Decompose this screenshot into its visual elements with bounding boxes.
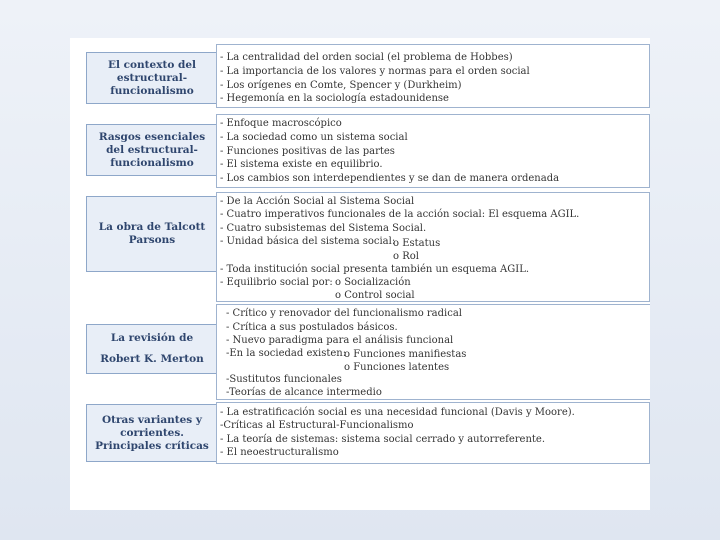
list-item: -Críticas al Estructural-Funcionalismo (220, 420, 414, 431)
sub-item: o Socialización (335, 277, 411, 288)
list-item: - Hegemonía en la sociología estadounidense (220, 93, 449, 104)
list-item: - Cuatro subsistemas del Sistema Social. (220, 223, 427, 234)
title-line: estructural- (116, 71, 188, 84)
sub-item: o Estatus (393, 238, 441, 249)
list-item: - El neoestructuralismo (220, 447, 339, 458)
sub-item: o Funciones latentes (344, 362, 450, 373)
list-item: - Nuevo paradigma para el análisis funcional (226, 335, 454, 346)
title-line: corrientes. (120, 426, 184, 439)
title-line: Rasgos esenciales (98, 130, 206, 143)
section-title-contexto (86, 52, 218, 104)
sub-item: o Funciones manifiestas (344, 349, 467, 360)
list-item: - Crítica a sus postulados básicos. (226, 322, 398, 333)
section-title-rasgos (86, 124, 218, 176)
title-line: Robert K. Merton (100, 353, 204, 365)
list-item: - Los cambios son interdependientes y se dan de manera ordenada (220, 173, 560, 184)
list-item: - Cuatro imperativos funcionales de la acción social: El esquema AGIL. (220, 209, 580, 220)
list-item: -Sustitutos funcionales (226, 374, 342, 385)
title-line: Principales críticas (95, 439, 209, 452)
sub-item: o Rol (393, 251, 419, 262)
list-item: - Funciones positivas de las partes (220, 146, 395, 157)
title-line: La revisión de (110, 332, 194, 344)
list-item: - La estratificación social es una necesidad funcional (Davis y Moore). (220, 407, 575, 418)
title-line: Parsons (128, 234, 176, 246)
section-title-merton (86, 324, 218, 374)
document-sheet (70, 38, 650, 510)
list-item: - Enfoque macroscópico (220, 118, 342, 129)
title-line: funcionalismo (110, 84, 194, 97)
sub-item: o Control social (335, 290, 415, 301)
list-item: - Toda institución social presenta también un esquema AGIL. (220, 264, 530, 275)
list-item: -En la sociedad existen: (226, 348, 347, 359)
list-item: - Equilibrio social por: (220, 277, 333, 288)
list-item: - De la Acción Social al Sistema Social (220, 196, 415, 207)
list-item: - Crítico y renovador del funcionalismo radical (226, 308, 462, 319)
list-item: - Los orígenes en Comte, Spencer y (Durkheim) (220, 80, 462, 91)
title-line: La obra de Talcott (98, 221, 206, 233)
list-item: - La teoría de sistemas: sistema social cerrado y autorreferente. (220, 434, 546, 445)
section-title-otras (86, 404, 218, 462)
list-item: - La sociedad como un sistema social (220, 132, 408, 143)
section-title-parsons (86, 196, 218, 272)
list-item: - La importancia de los valores y normas para el orden social (220, 66, 530, 77)
list-item: - Unidad básica del sistema social: (220, 236, 396, 247)
title-line: El contexto del (108, 58, 196, 71)
list-item: - La centralidad del orden social (el problema de Hobbes) (220, 52, 513, 63)
title-line: del estructural- (106, 143, 198, 156)
list-item: -Teorías de alcance intermedio (226, 387, 382, 398)
title-line: Otras variantes y (102, 413, 202, 426)
list-item: - El sistema existe en equilibrio. (220, 159, 383, 170)
title-line: funcionalismo (110, 156, 194, 169)
